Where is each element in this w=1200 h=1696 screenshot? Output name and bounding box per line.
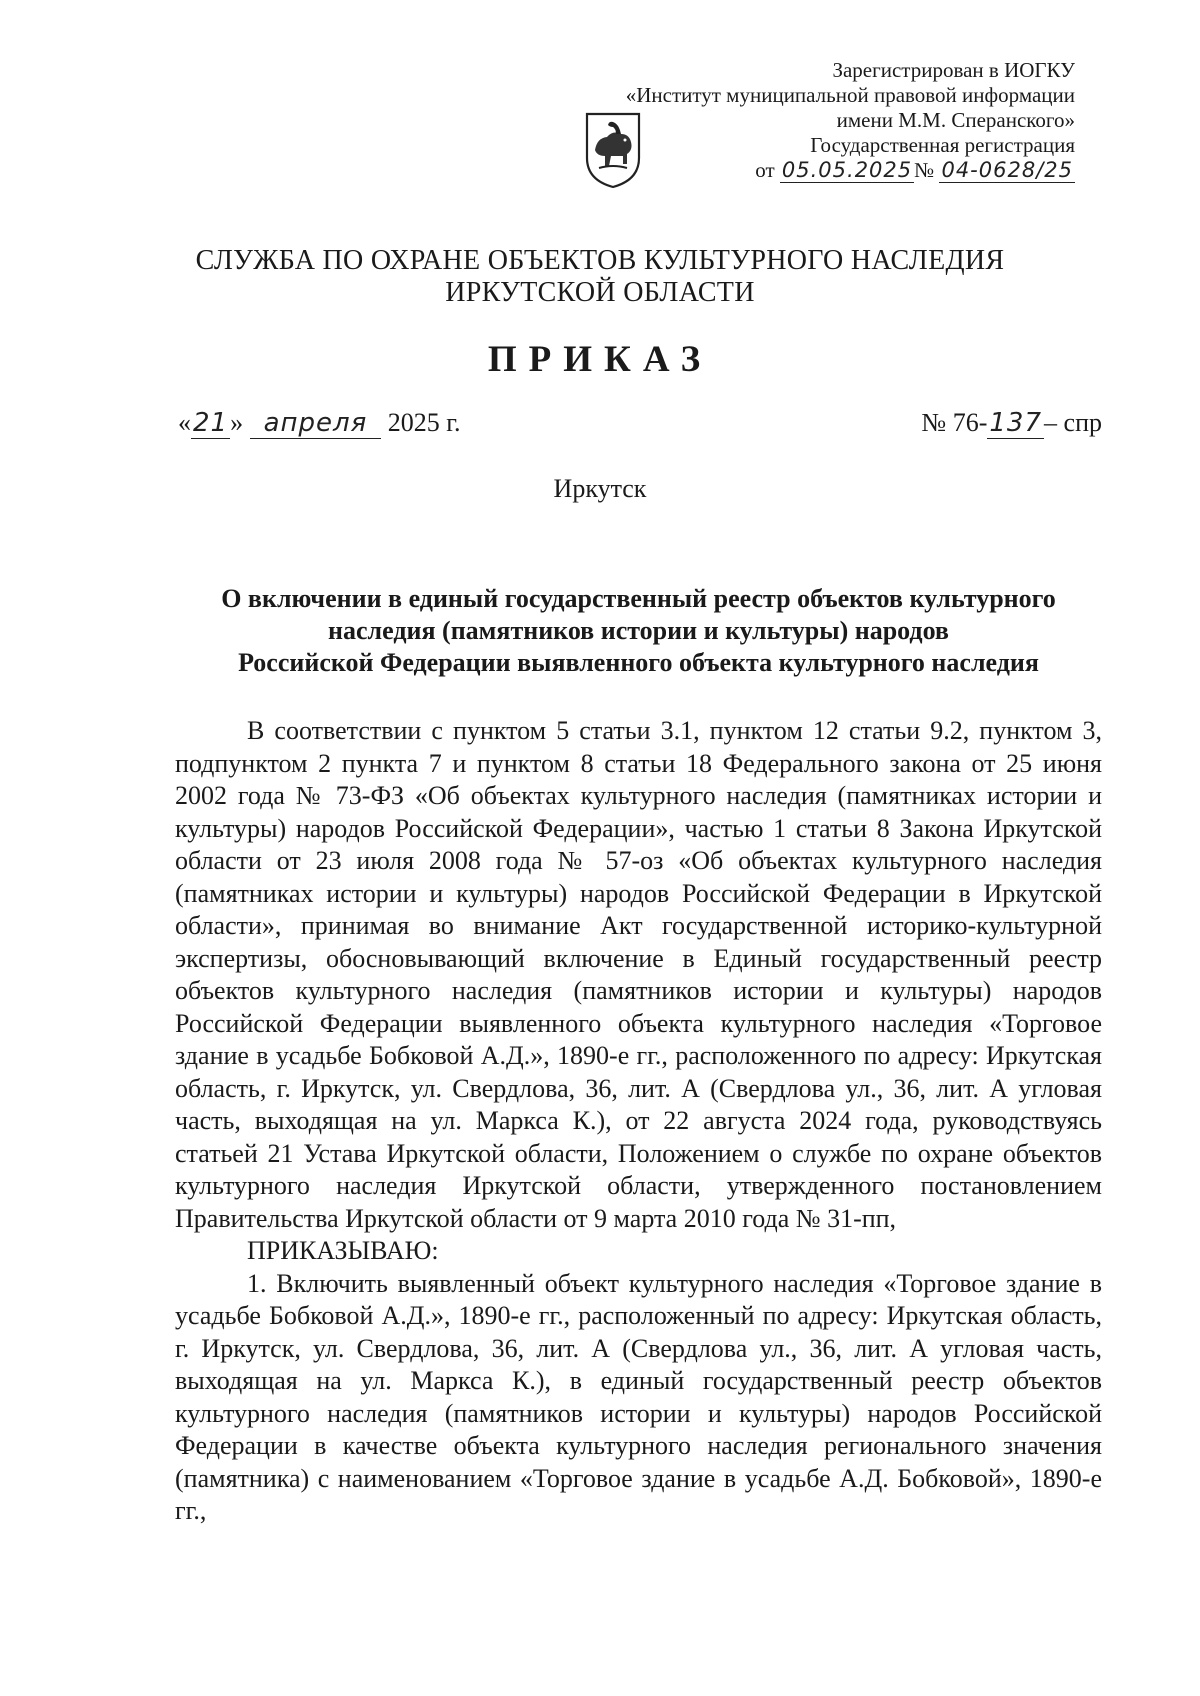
registration-from-label: от bbox=[755, 158, 775, 182]
registration-block bbox=[626, 58, 1075, 183]
agency-name-line-2: ИРКУТСКОЙ ОБЛАСТИ bbox=[445, 277, 755, 308]
registration-date: 05.05.2025 bbox=[781, 158, 913, 182]
agency-name bbox=[0, 245, 1200, 309]
order-number bbox=[921, 408, 1102, 438]
registration-number: 04-0628/25 bbox=[941, 158, 1073, 182]
order-title: ПРИКАЗ bbox=[487, 339, 713, 380]
city: Иркутск bbox=[553, 474, 647, 503]
irkutsk-coat-of-arms-icon bbox=[583, 110, 643, 190]
date-close-quote: » bbox=[230, 408, 244, 437]
order-number-prefix: № 76- bbox=[921, 408, 988, 437]
registration-line-1: Зарегистрирован в ИОГКУ bbox=[832, 58, 1075, 82]
body-paragraph-preamble: В соответствии с пунктом 5 статьи 3.1, пунктом 12 статьи 9.2, пунктом 3, подпунктом 2 пункта 7 и пунктом 8 статьи 18 Федерального закона от 25 июня 2002 года № 73-ФЗ «Об объектах культурного наследия (памятниках истории и культуры) народов Российской Федерации», частью 1 статьи 8 Закона Иркутской области от 23 июля 2008 года № 57-оз «Об объектах культурного наследия (памятниках истории и культуры) народов Российской Федерации в Иркутской области», принимая во внимание Акт государственной историко-культурной экспертизы, обосновывающий включение в Единый государственный реестр объектов культурного наследия (памятников истории и культуры) народов Российской Федерации выявленного объекта культурного наследия «Торговое здание в усадьбе Бобковой А.Д.», 1890-е гг., расположенного по адресу: Иркутская область, г. Иркутск, ул. Свердлова, 36, лит. А (Свердлова ул., 36, лит. А угловая часть, выходящая на ул. Маркса К.), от 22 августа 2024 года, руководствуясь статьей 21 Устава Иркутской области, Положением о службе по охране объектов культурного наследия Иркутской области, утвержденного постановлением Правительства Иркутской области от 9 марта 2010 года № 31-пп, bbox=[175, 716, 1102, 1233]
document-title-line-1: О включении в единый государственный реестр объектов культурного bbox=[221, 584, 1056, 613]
document-title-line-2: наследия (памятников истории и культуры) народов bbox=[328, 616, 949, 645]
date-open-quote: « bbox=[178, 408, 191, 437]
date-day: 21 bbox=[193, 408, 229, 438]
registration-line-4: Государственная регистрация bbox=[810, 133, 1075, 157]
registration-line-2: «Институт муниципальной правовой информации bbox=[625, 83, 1075, 107]
document-title bbox=[175, 583, 1102, 679]
order-number-suffix: – спр bbox=[1044, 408, 1102, 437]
order-date-number-row bbox=[178, 408, 1102, 448]
registration-line-5 bbox=[626, 158, 1075, 183]
document-body bbox=[175, 715, 1102, 1528]
body-order-word: ПРИКАЗЫВАЮ: bbox=[247, 1236, 439, 1265]
order-date bbox=[178, 408, 461, 438]
body-item-1: 1. Включить выявленный объект культурного наследия «Торговое здание в усадьбе Бобковой А.Д.», 1890-е гг., расположенный по адресу: Иркутская область, г. Иркутск, ул. Свердлова, 36, лит. А (Свердлова ул., 36, лит. А угловая часть, выходящая на ул. Маркса К.), в единый государственный реестр объектов культурного наследия (памятников истории и культуры) народов Российской Федерации в качестве объекта культурного наследия регионального значения (памятника) с наименованием «Торговое здание в усадьбе А.Д. Бобковой», 1890-е гг., bbox=[175, 1268, 1102, 1525]
date-year: 2025 г. bbox=[387, 408, 461, 437]
registration-number-label: № bbox=[914, 158, 935, 182]
order-number-handwritten: 137 bbox=[989, 408, 1043, 438]
document-title-line-3: Российской Федерации выявленного объекта культурного наследия bbox=[238, 648, 1039, 677]
agency-name-line-1: СЛУЖБА ПО ОХРАНЕ ОБЪЕКТОВ КУЛЬТУРНОГО НАСЛЕДИЯ bbox=[195, 245, 1005, 276]
registration-line-3: имени М.М. Сперанского» bbox=[836, 108, 1075, 132]
date-month: апреля bbox=[250, 408, 382, 439]
